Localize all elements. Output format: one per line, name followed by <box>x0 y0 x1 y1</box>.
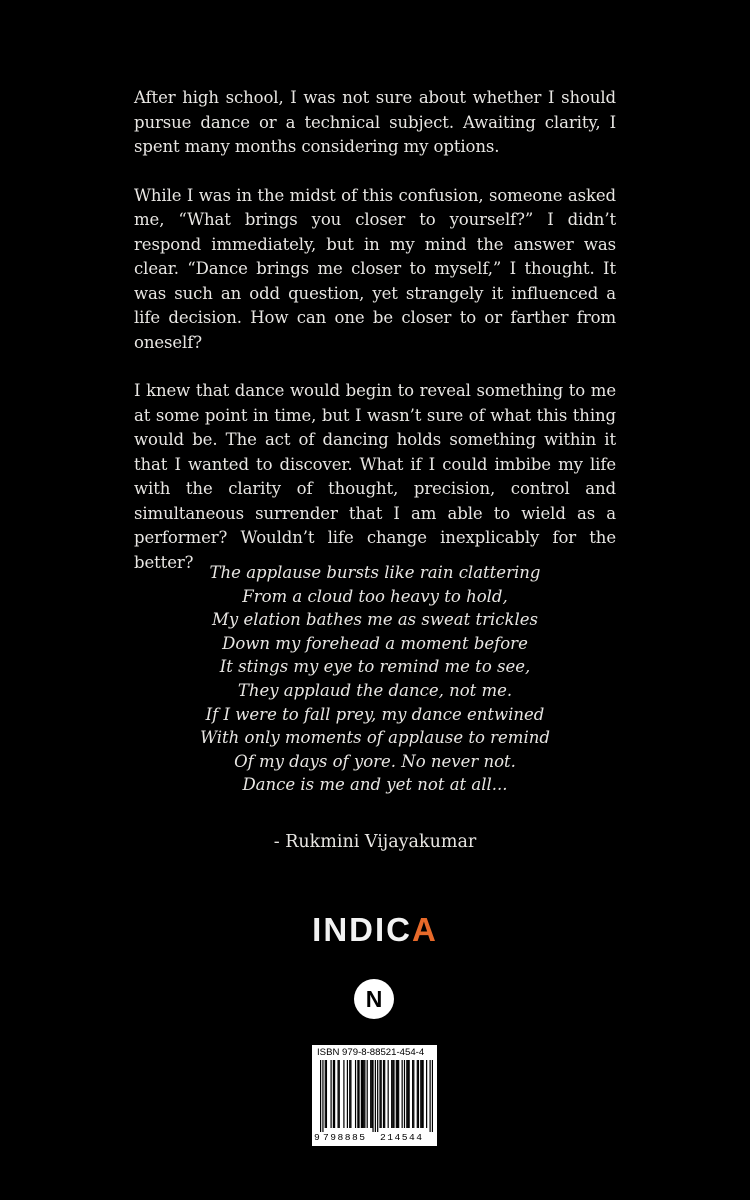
poem-line: Down my forehead a moment before <box>222 633 528 653</box>
poem-line: Of my days of yore. No never not. <box>234 751 516 771</box>
poem-attribution: - Rukmini Vijayakumar <box>273 832 477 852</box>
barcode-digit-group-1: 798885 <box>323 1132 367 1143</box>
isbn-label: ISBN 979-8-88521-454-4 <box>317 1047 425 1058</box>
barcode-bars <box>320 1060 433 1132</box>
poem-line: They applaud the dance, not me. <box>237 680 513 700</box>
poem <box>150 561 600 797</box>
prose-paragraph-3: I knew that dance would begin to reveal something to me at some point in time, but I wasn’t sure of what this thing would be. The act of dancing holds something within it that I wanted to discover. What if I could imbibe my life with the clarity of thought, precision, control and simultaneous surrender that I am able to wield as a performer? Wouldn’t life change inexplicably for the better? <box>134 381 616 572</box>
emblem-letter: N <box>365 986 383 1012</box>
prose-paragraph-1: After high school, I was not sure about whether I should pursue dance or a technical subject. Awaiting clarity, I spent many months considering my options. <box>134 88 616 156</box>
prose-paragraph-2: While I was in the midst of this confusion, someone asked me, “What brings you closer to yourself?” I didn’t respond immediately, but in my mind the answer was clear. “Dance brings me closer to myself,” I thought. It was such an odd question, yet strangely it influenced a life decision. How can one be closer to or farther from oneself? <box>134 185 616 352</box>
publisher-logo-accent: A <box>412 911 438 948</box>
poem-line: Dance is me and yet not at all... <box>242 775 508 795</box>
publisher-logo <box>225 906 525 954</box>
isbn-barcode <box>312 1045 437 1146</box>
poem-line: The applause bursts like rain clattering <box>209 563 541 582</box>
poem-line: From a cloud too heavy to hold, <box>242 586 508 606</box>
barcode-digit-group-2: 214544 <box>380 1132 424 1143</box>
poem-line: My elation bathes me as sweat trickles <box>211 610 538 630</box>
back-cover-prose <box>134 86 616 599</box>
poem-line: If I were to fall prey, my dance entwined <box>205 704 545 724</box>
poem-line: It stings my eye to remind me to see, <box>219 657 531 677</box>
barcode-digit-first: 9 <box>314 1132 320 1143</box>
barcode-digits <box>314 1131 435 1144</box>
publisher-logo-main: INDIC <box>312 911 412 948</box>
publisher-emblem-icon <box>352 977 396 1021</box>
poem-line: With only moments of applause to remind <box>200 728 550 748</box>
